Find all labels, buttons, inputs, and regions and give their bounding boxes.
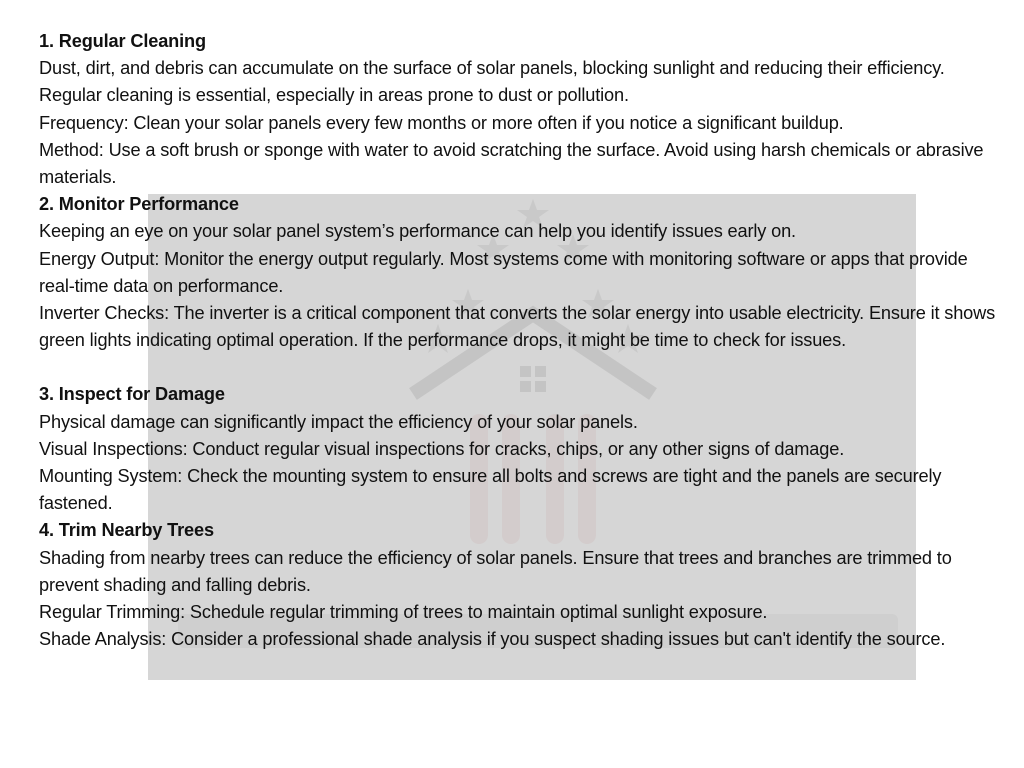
spacer: [39, 354, 999, 381]
paragraph: Method: Use a soft brush or sponge with water to avoid scratching the surface. Avoid using harsh chemicals or abrasive materials.: [39, 139, 984, 188]
paragraph: Shading from nearby trees can reduce the efficiency of solar panels. Ensure that trees and branches are trimmed to prevent shading and falling debris.: [39, 547, 952, 595]
section-heading: 3. Inspect for Damage: [39, 384, 225, 405]
section-monitor-performance: [39, 191, 999, 354]
paragraph: Keeping an eye on your solar panel system’s performance can help you identify issues early on.: [39, 221, 796, 242]
section-heading: 2. Monitor Performance: [39, 194, 239, 215]
paragraph: Shade Analysis: Consider a professional shade analysis if you suspect shading issues but can't identify the source.: [39, 629, 946, 650]
paragraph: Frequency: Clean your solar panels every few months or more often if you notice a significant buildup.: [39, 112, 844, 133]
paragraph: Physical damage can significantly impact the efficiency of your solar panels.: [39, 411, 638, 432]
document-body: [39, 28, 999, 653]
paragraph: Visual Inspections: Conduct regular visual inspections for cracks, chips, or any other signs of damage.: [39, 438, 845, 459]
paragraph: Mounting System: Check the mounting system to ensure all bolts and screws are tight and the panels are securely fastened.: [39, 466, 942, 514]
paragraph: Dust, dirt, and debris can accumulate on the surface of solar panels, blocking sunlight and reducing their efficiency. Regular cleaning is essential, especially in areas prone to dust or pollution.: [39, 58, 945, 106]
paragraph: Energy Output: Monitor the energy output regularly. Most systems come with monitoring software or apps that provide real-time data on performance.: [39, 248, 968, 296]
section-heading: 4. Trim Nearby Trees: [39, 520, 214, 541]
section-regular-cleaning: [39, 28, 999, 191]
section-trim-trees: [39, 517, 999, 653]
section-heading: 1. Regular Cleaning: [39, 31, 206, 51]
paragraph: Inverter Checks: The inverter is a critical component that converts the solar energy into usable electricity. Ensure it shows green lights indicating optimal operation. If the performance drops, it might be time to check for issues.: [39, 303, 996, 351]
paragraph: Regular Trimming: Schedule regular trimming of trees to maintain optimal sunlight exposure.: [39, 602, 768, 623]
section-inspect-damage: [39, 381, 999, 517]
